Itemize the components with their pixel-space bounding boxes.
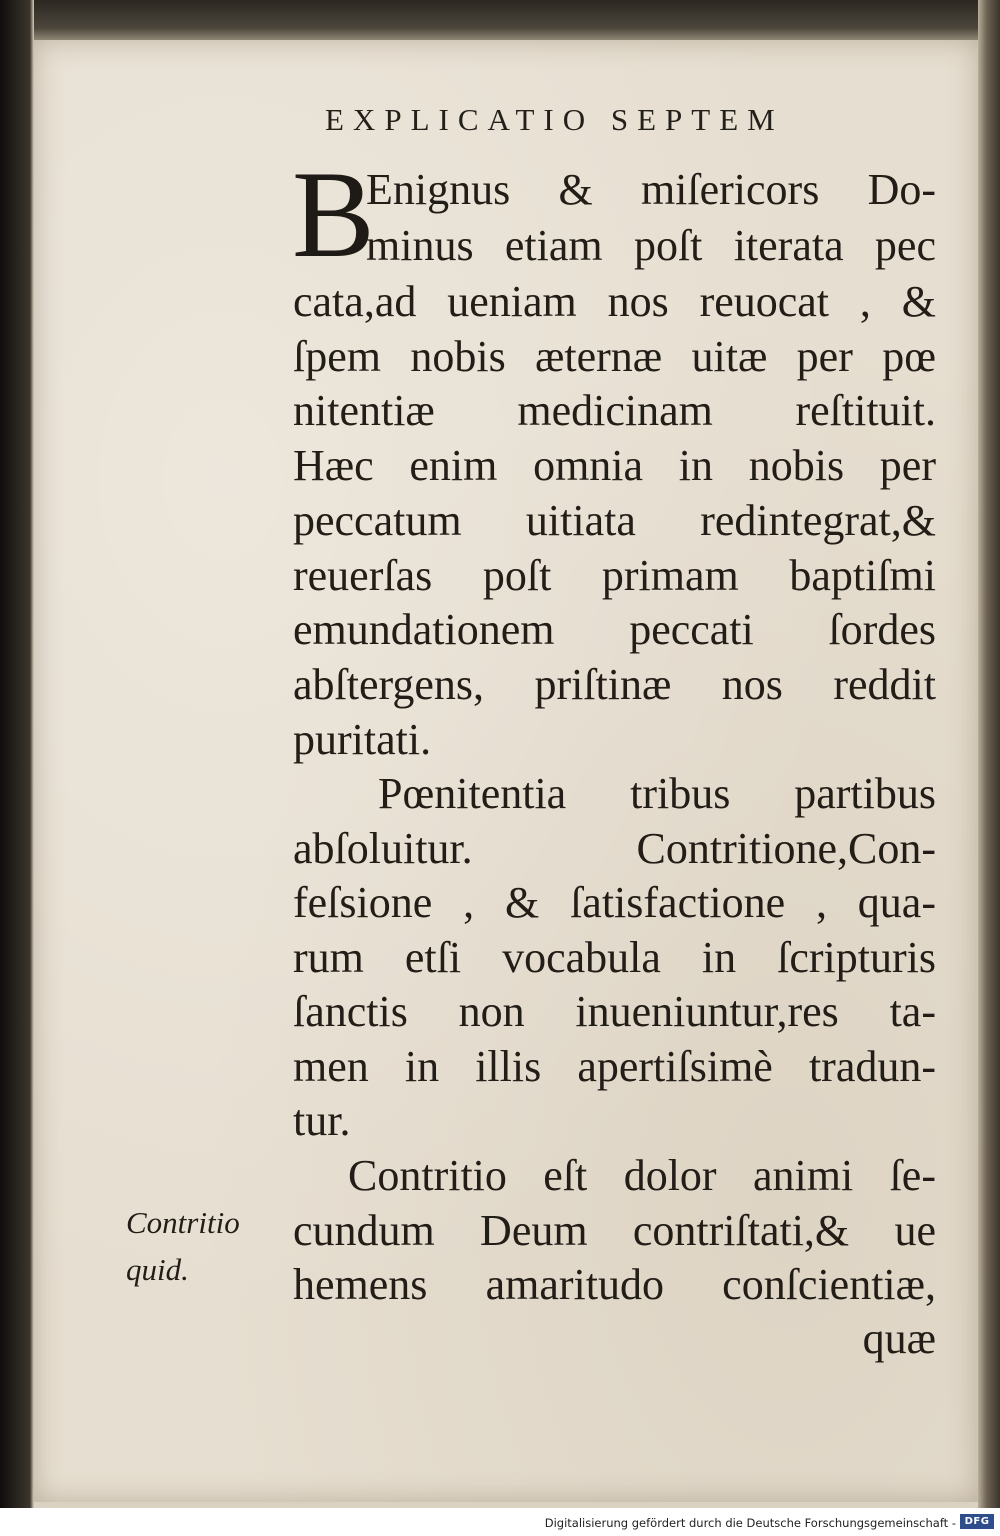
text-line: abſtergens, priſtinæ nos reddit	[293, 660, 936, 709]
text-line: peccatum uitiata redintegrat,&	[293, 496, 936, 545]
text-line: tur.	[293, 1096, 351, 1145]
book-right-edge	[978, 0, 1000, 1508]
text-line: emundationem peccati ſordes	[293, 605, 936, 654]
text-line: nitentiæ medicinam reſtituit.	[293, 386, 936, 435]
text-line: abſoluitur. Contritione,Con-	[293, 824, 936, 873]
text-line: hemens amaritudo conſcientiæ,	[293, 1260, 936, 1309]
text-line: ſpem nobis æternæ uitæ per pœ	[293, 332, 936, 381]
marginal-note-line: Contritio	[126, 1205, 240, 1240]
catchword: quæ	[862, 1314, 936, 1363]
text-line: Pœnitentia tribus partibus	[378, 769, 936, 818]
footer-credit: Digitalisierung gefördert durch die Deutsche Forschungsgemeinschaft -	[544, 1516, 956, 1530]
running-head: EXPLICATIO SEPTEM	[325, 102, 784, 137]
text-line: Hæc enim omnia in nobis per	[293, 441, 936, 490]
text-line: feſsione , & ſatisfactione , qua-	[293, 878, 936, 927]
text-line: Contritio eſt dolor animi ſe-	[348, 1151, 936, 1200]
text-line: Enignus & miſericors Do-	[366, 165, 936, 214]
drop-cap: B	[292, 146, 375, 283]
text-line: puritati.	[293, 715, 432, 764]
marginal-note-line: quid.	[126, 1252, 189, 1287]
text-line: reuerſas poſt primam baptiſmi	[293, 551, 936, 600]
book-top-edge	[34, 0, 1000, 40]
text-line: rum etſi vocabula in ſcripturis	[293, 933, 936, 982]
text-line: cundum Deum contriſtati,& ue	[293, 1206, 936, 1255]
text-line: minus etiam poſt iterata pec	[366, 221, 936, 270]
dfg-logo: DFG	[960, 1514, 994, 1529]
text-line: men in illis apertiſsimè tradun-	[293, 1042, 936, 1091]
text-line: cata,ad ueniam nos reuocat , &	[293, 277, 936, 326]
text-line: ſanctis non inueniuntur,res ta-	[293, 987, 936, 1036]
